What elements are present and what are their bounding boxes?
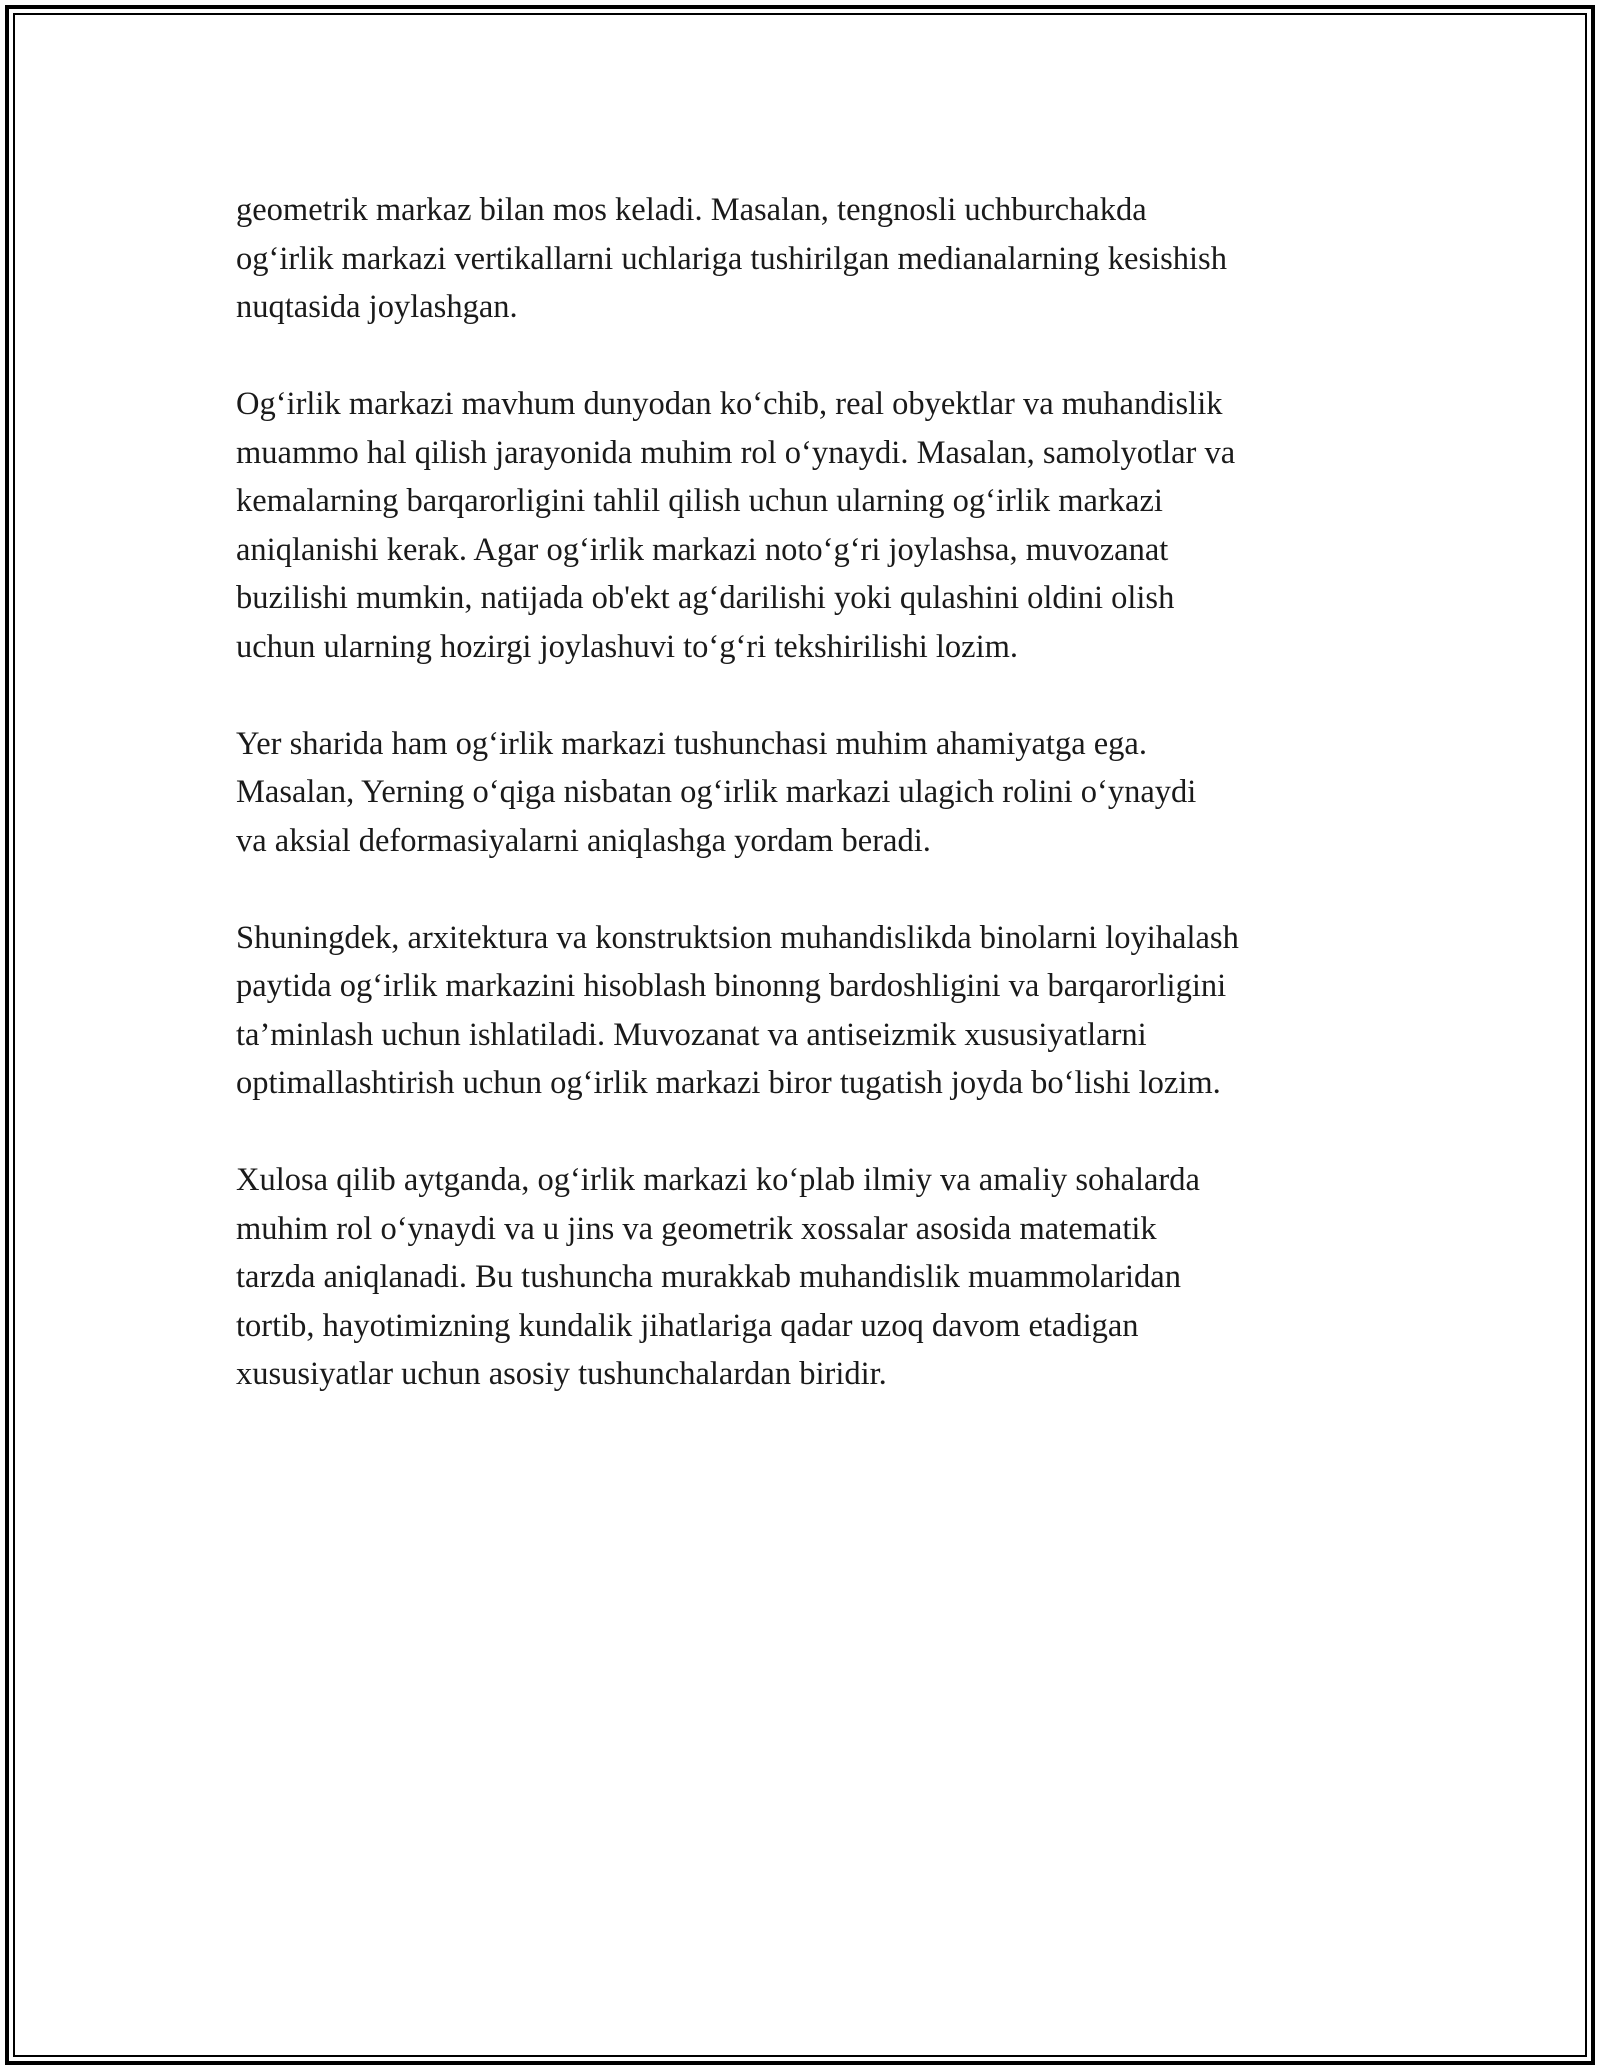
paragraph-4 bbox=[236, 914, 1396, 1108]
text-line: kemalarning barqarorligini tahlil qilish uchun ularning og‘irlik markazi bbox=[236, 483, 1163, 519]
text-line: buzilishi mumkin, natijada ob'ekt ag‘darilishi yoki qulashini oldini olish bbox=[236, 580, 1175, 616]
text-line: geometrik markaz bilan mos keladi. Masalan, tengnosli uchburchakda bbox=[236, 192, 1147, 228]
text-line: Og‘irlik markazi mavhum dunyodan ko‘chib, real obyektlar va muhandislik bbox=[236, 386, 1223, 422]
text-line: paytida og‘irlik markazini hisoblash binonng bardoshligini va barqarorligini bbox=[236, 968, 1227, 1004]
text-line: nuqtasida joylashgan. bbox=[236, 289, 518, 325]
text-line: og‘irlik markazi vertikallarni uchlariga tushirilgan medianalarning kesishish bbox=[236, 240, 1227, 277]
text-line: Shuningdek, arxitektura va konstruktsion muhandislikda binolarni loyihalash bbox=[236, 919, 1239, 956]
text-line: Yer sharida ham og‘irlik markazi tushunchasi muhim ahamiyatga ega. bbox=[236, 725, 1147, 762]
text-line: tortib, hayotimizning kundalik jihatlariga qadar uzoq davom etadigan bbox=[236, 1307, 1139, 1344]
text-line: uchun ularning hozirgi joylashuvi to‘g‘ri tekshirilishi lozim. bbox=[236, 628, 1018, 665]
text-line: Xulosa qilib aytganda, og‘irlik markazi ko‘plab ilmiy va amaliy sohalarda bbox=[236, 1162, 1200, 1198]
text-line: va aksial deformasiyalarni aniqlashga yordam beradi. bbox=[236, 822, 931, 859]
text-line: muhim rol o‘ynaydi va u jins va geometrik xossalar asosida matematik bbox=[236, 1210, 1157, 1247]
paragraph-5 bbox=[236, 1156, 1396, 1399]
text-line: tarzda aniqlanadi. Bu tushuncha murakkab muhandislik muammolaridan bbox=[236, 1259, 1181, 1295]
text-line: muammo hal qilish jarayonida muhim rol o‘ynaydi. Masalan, samolyotlar va bbox=[236, 434, 1236, 471]
text-line: aniqlanishi kerak. Agar og‘irlik markazi noto‘g‘ri joylashsa, muvozanat bbox=[236, 531, 1169, 568]
document-body bbox=[236, 186, 1396, 1447]
paragraph-2 bbox=[236, 380, 1396, 671]
text-line: ta’minlash uchun ishlatiladi. Muvozanat va antiseizmik xususiyatlarni bbox=[236, 1016, 1147, 1053]
paragraph-3 bbox=[236, 720, 1396, 866]
text-line: Masalan, Yerning o‘qiga nisbatan og‘irlik markazi ulagich rolini o‘ynaydi bbox=[236, 774, 1197, 810]
text-line: optimallashtirish uchun og‘irlik markazi biror tugatish joyda bo‘lishi lozim. bbox=[236, 1065, 1221, 1101]
paragraph-1 bbox=[236, 186, 1396, 332]
text-line: xususiyatlar uchun asosiy tushunchalardan biridir. bbox=[236, 1356, 887, 1392]
